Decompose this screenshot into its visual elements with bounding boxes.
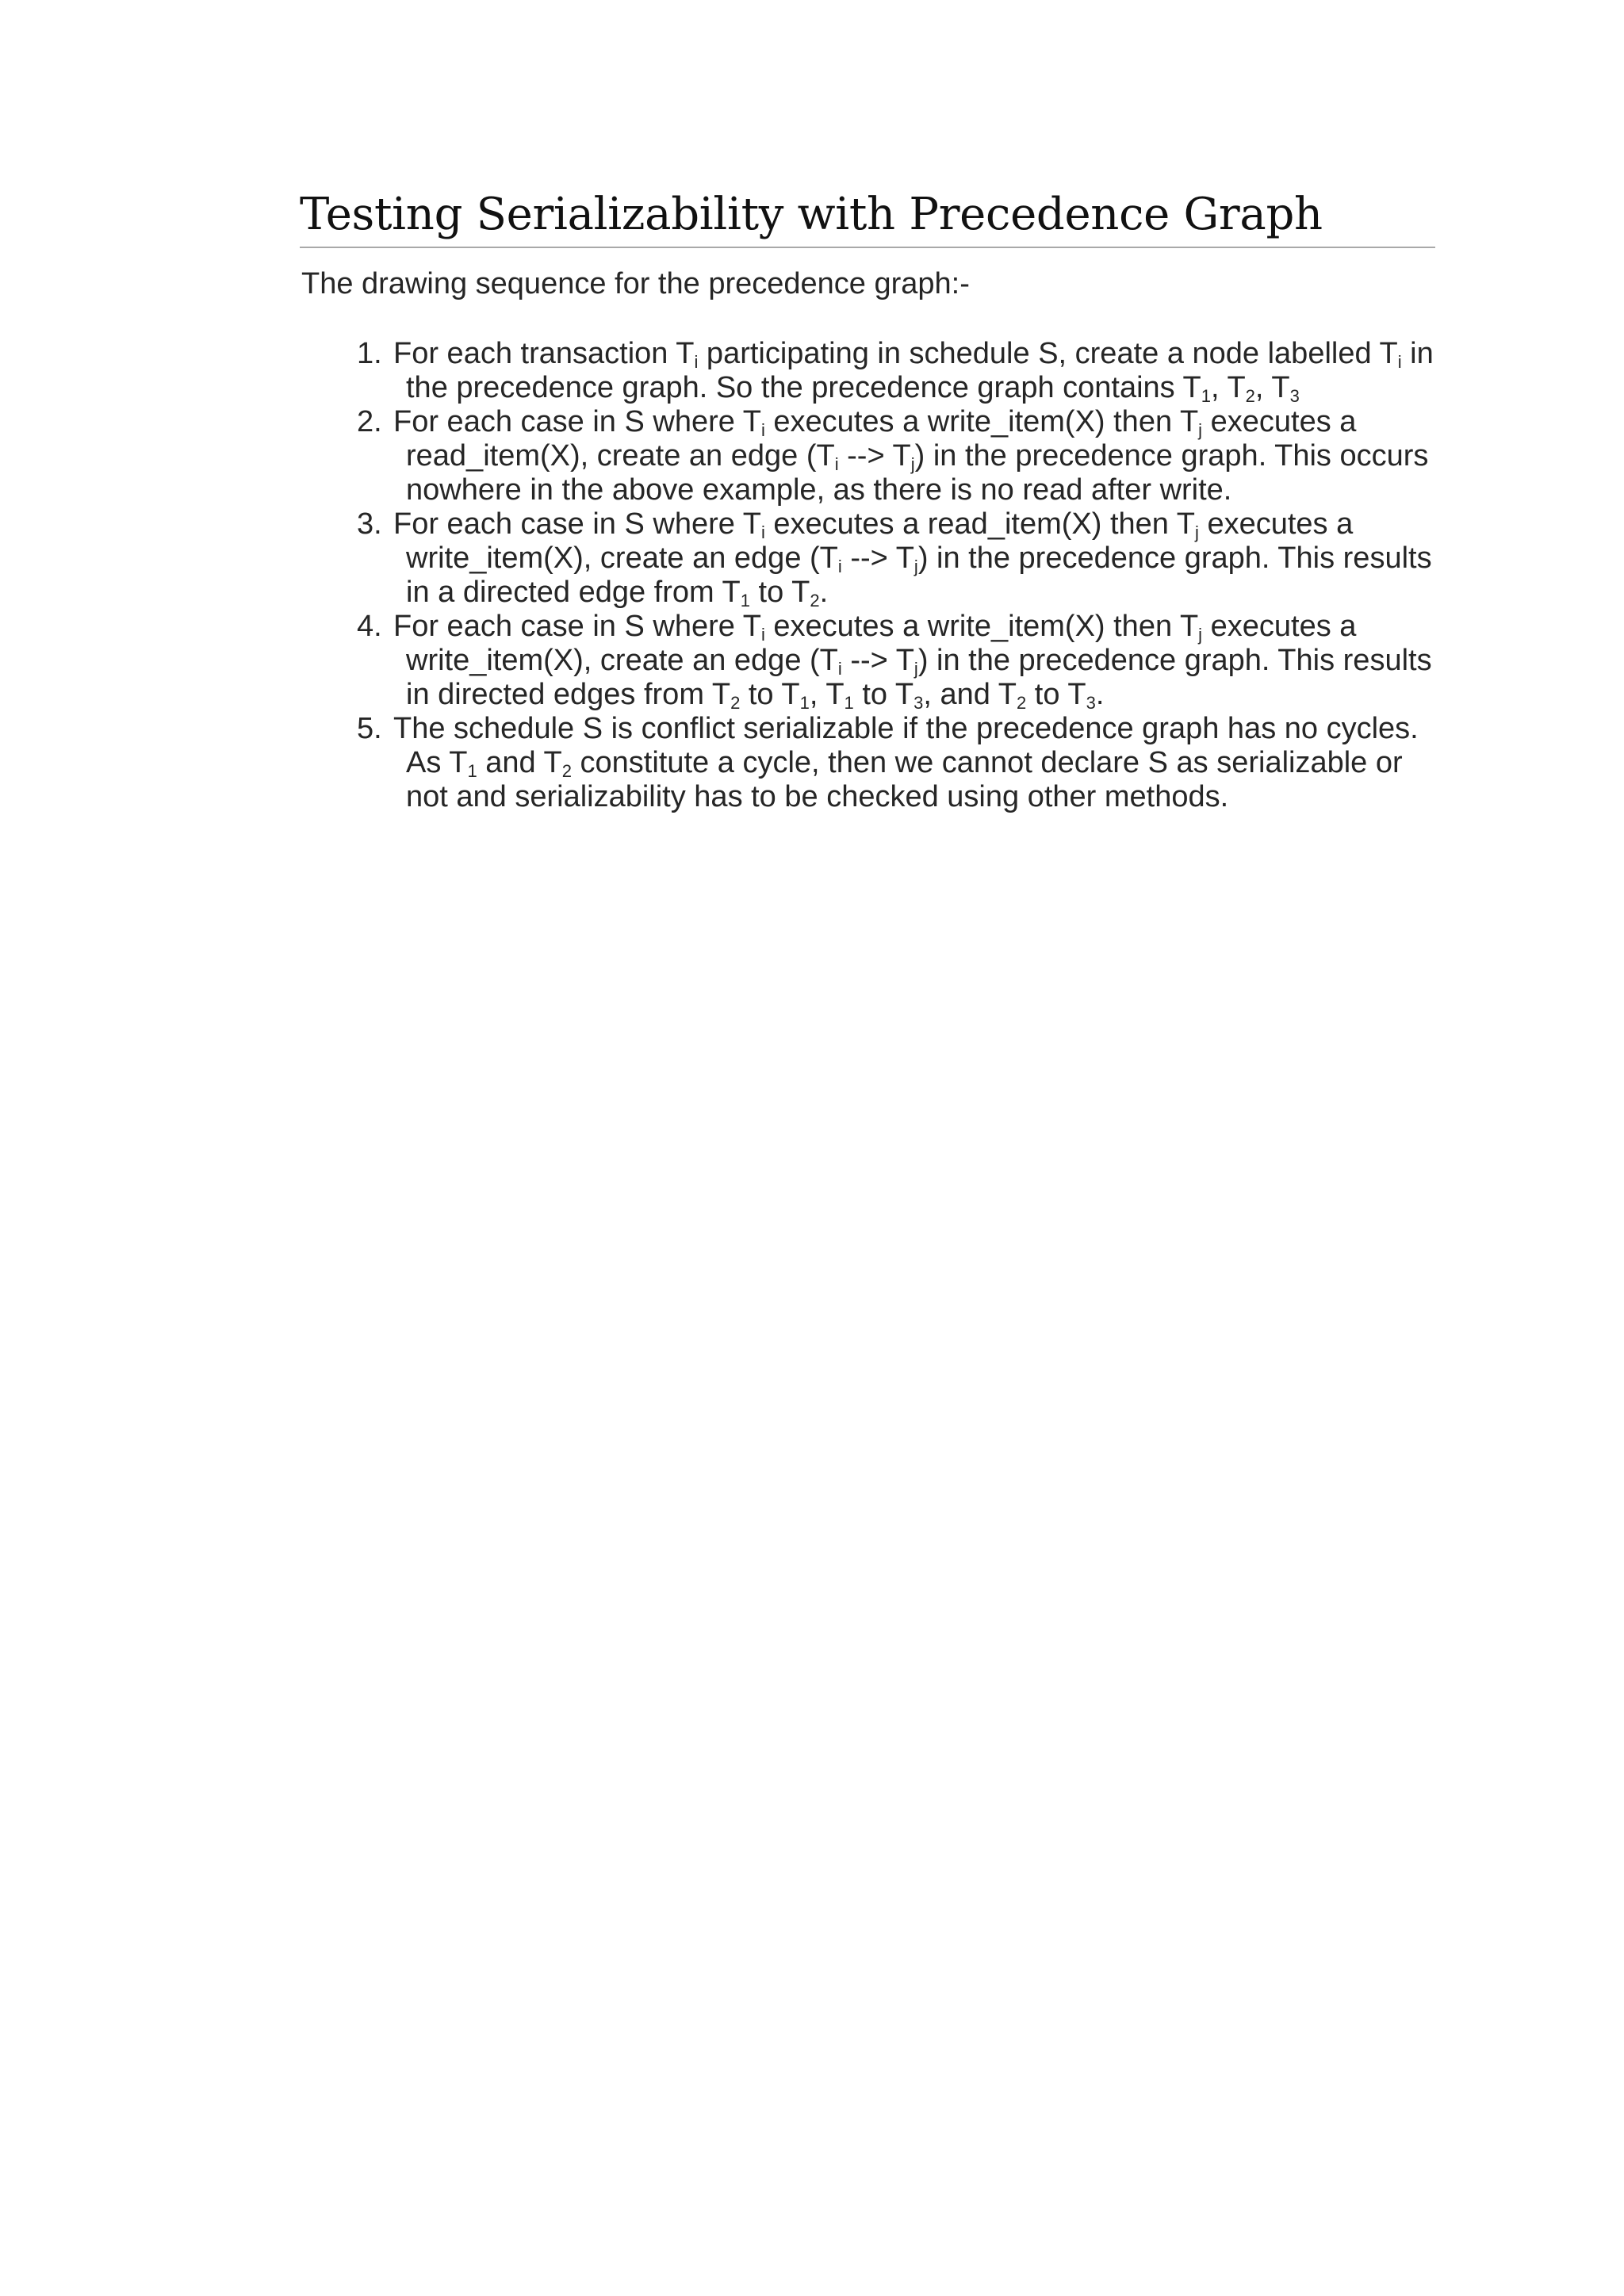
step-text-run: For each case in S where T [393, 507, 761, 541]
intro-text: The drawing sequence for the precedence graph:- [301, 267, 970, 300]
step-text [393, 337, 1434, 404]
step-text-run: --> T [841, 644, 914, 677]
step-text-run: executes a write_item(X) then T [764, 405, 1199, 438]
step-text [393, 712, 1419, 813]
subscript-index: 1 [740, 591, 750, 610]
subscript-index: 3 [914, 693, 924, 713]
subscript-index: 1 [799, 693, 810, 713]
step-text-run: , T [1254, 371, 1290, 404]
subscript-index: 2 [1245, 386, 1255, 406]
step-text-run: in the precedence graph. So the precedence graph contains T [406, 337, 1434, 404]
subscript-index: j [1198, 420, 1203, 440]
step-text-run: executes a write_item(X), create an edge (T [406, 610, 1357, 677]
step-text-run: , T [809, 678, 845, 711]
step-text-run: executes a write_item(X) then T [764, 610, 1199, 643]
subscript-index: 2 [1017, 693, 1027, 713]
step-text-run: participating in schedule S, create a node labelled T [698, 337, 1398, 370]
step-text-run: executes a write_item(X), create an edge (T [406, 507, 1354, 575]
subscript-index: i [760, 625, 765, 645]
subscript-index: 1 [1201, 386, 1212, 406]
subscript-index: j [910, 454, 915, 474]
step-text-run: , T [1211, 371, 1246, 404]
step-number: 4. [357, 610, 382, 643]
document-content [300, 186, 1435, 814]
step-text-run: and T [477, 746, 562, 779]
step-text-run: ) in the precedence graph. This occurs nowhere in the above example, as there is no read after write. [406, 439, 1429, 507]
step-text-run: to T [750, 576, 810, 609]
step-item [300, 610, 1435, 712]
step-text-run: ) in the precedence graph. This results in a directed edge from T [406, 541, 1432, 609]
subscript-index: j [914, 557, 918, 576]
subscript-index: i [837, 557, 842, 576]
step-text [393, 405, 1428, 507]
step-item [300, 712, 1435, 814]
step-text [393, 507, 1432, 609]
step-text-run: , and T [923, 678, 1017, 711]
step-number: 5. [357, 712, 382, 745]
subscript-index: i [694, 352, 699, 372]
subscript-index: 2 [730, 693, 741, 713]
step-text-run: --> T [838, 439, 911, 473]
subscript-index: 1 [844, 693, 854, 713]
subscript-index: j [1198, 625, 1203, 645]
document-title: Testing Serializability with Precedence Graph [300, 189, 1323, 240]
step-text-run: ) in the precedence graph. This results in directed edges from T [406, 644, 1432, 711]
subscript-index: i [760, 522, 765, 542]
subscript-index: 1 [467, 761, 477, 781]
step-text-run: . [1095, 678, 1105, 711]
step-number: 1. [357, 337, 382, 370]
step-text-run: --> T [841, 541, 914, 575]
steps-list [300, 337, 1435, 814]
step-text-run: executes a read_item(X), create an edge (T [406, 405, 1357, 473]
step-text-run: The schedule S is conflict serializable if the precedence graph has no cycles. As T [393, 712, 1419, 779]
step-text-run: For each case in S where T [393, 405, 761, 438]
step-item [300, 507, 1435, 610]
subscript-index: i [834, 454, 839, 474]
subscript-index: 3 [1086, 693, 1096, 713]
step-text-run: to T [740, 678, 800, 711]
subscript-index: i [760, 420, 765, 440]
subscript-index: i [1397, 352, 1402, 372]
subscript-index: j [1195, 522, 1199, 542]
step-text [393, 610, 1432, 711]
step-text-run: executes a read_item(X) then T [764, 507, 1195, 541]
step-item [300, 337, 1435, 405]
step-number: 3. [357, 507, 382, 541]
step-text-run: For each case in S where T [393, 610, 761, 643]
subscript-index: i [837, 659, 842, 679]
subscript-index: 2 [810, 591, 820, 610]
step-text-run: For each transaction T [393, 337, 695, 370]
step-text-run: . [819, 576, 829, 609]
title-divider [300, 247, 1435, 248]
step-text-run: to T [853, 678, 914, 711]
subscript-index: 2 [561, 761, 572, 781]
subscript-index: j [914, 659, 918, 679]
step-text-run: constitute a cycle, then we cannot declare S as serializable or not and serializability has to be checked using other methods. [406, 746, 1403, 813]
step-item [300, 405, 1435, 507]
step-number: 2. [357, 405, 382, 438]
step-text-run: to T [1026, 678, 1086, 711]
subscript-index: 3 [1289, 386, 1300, 406]
